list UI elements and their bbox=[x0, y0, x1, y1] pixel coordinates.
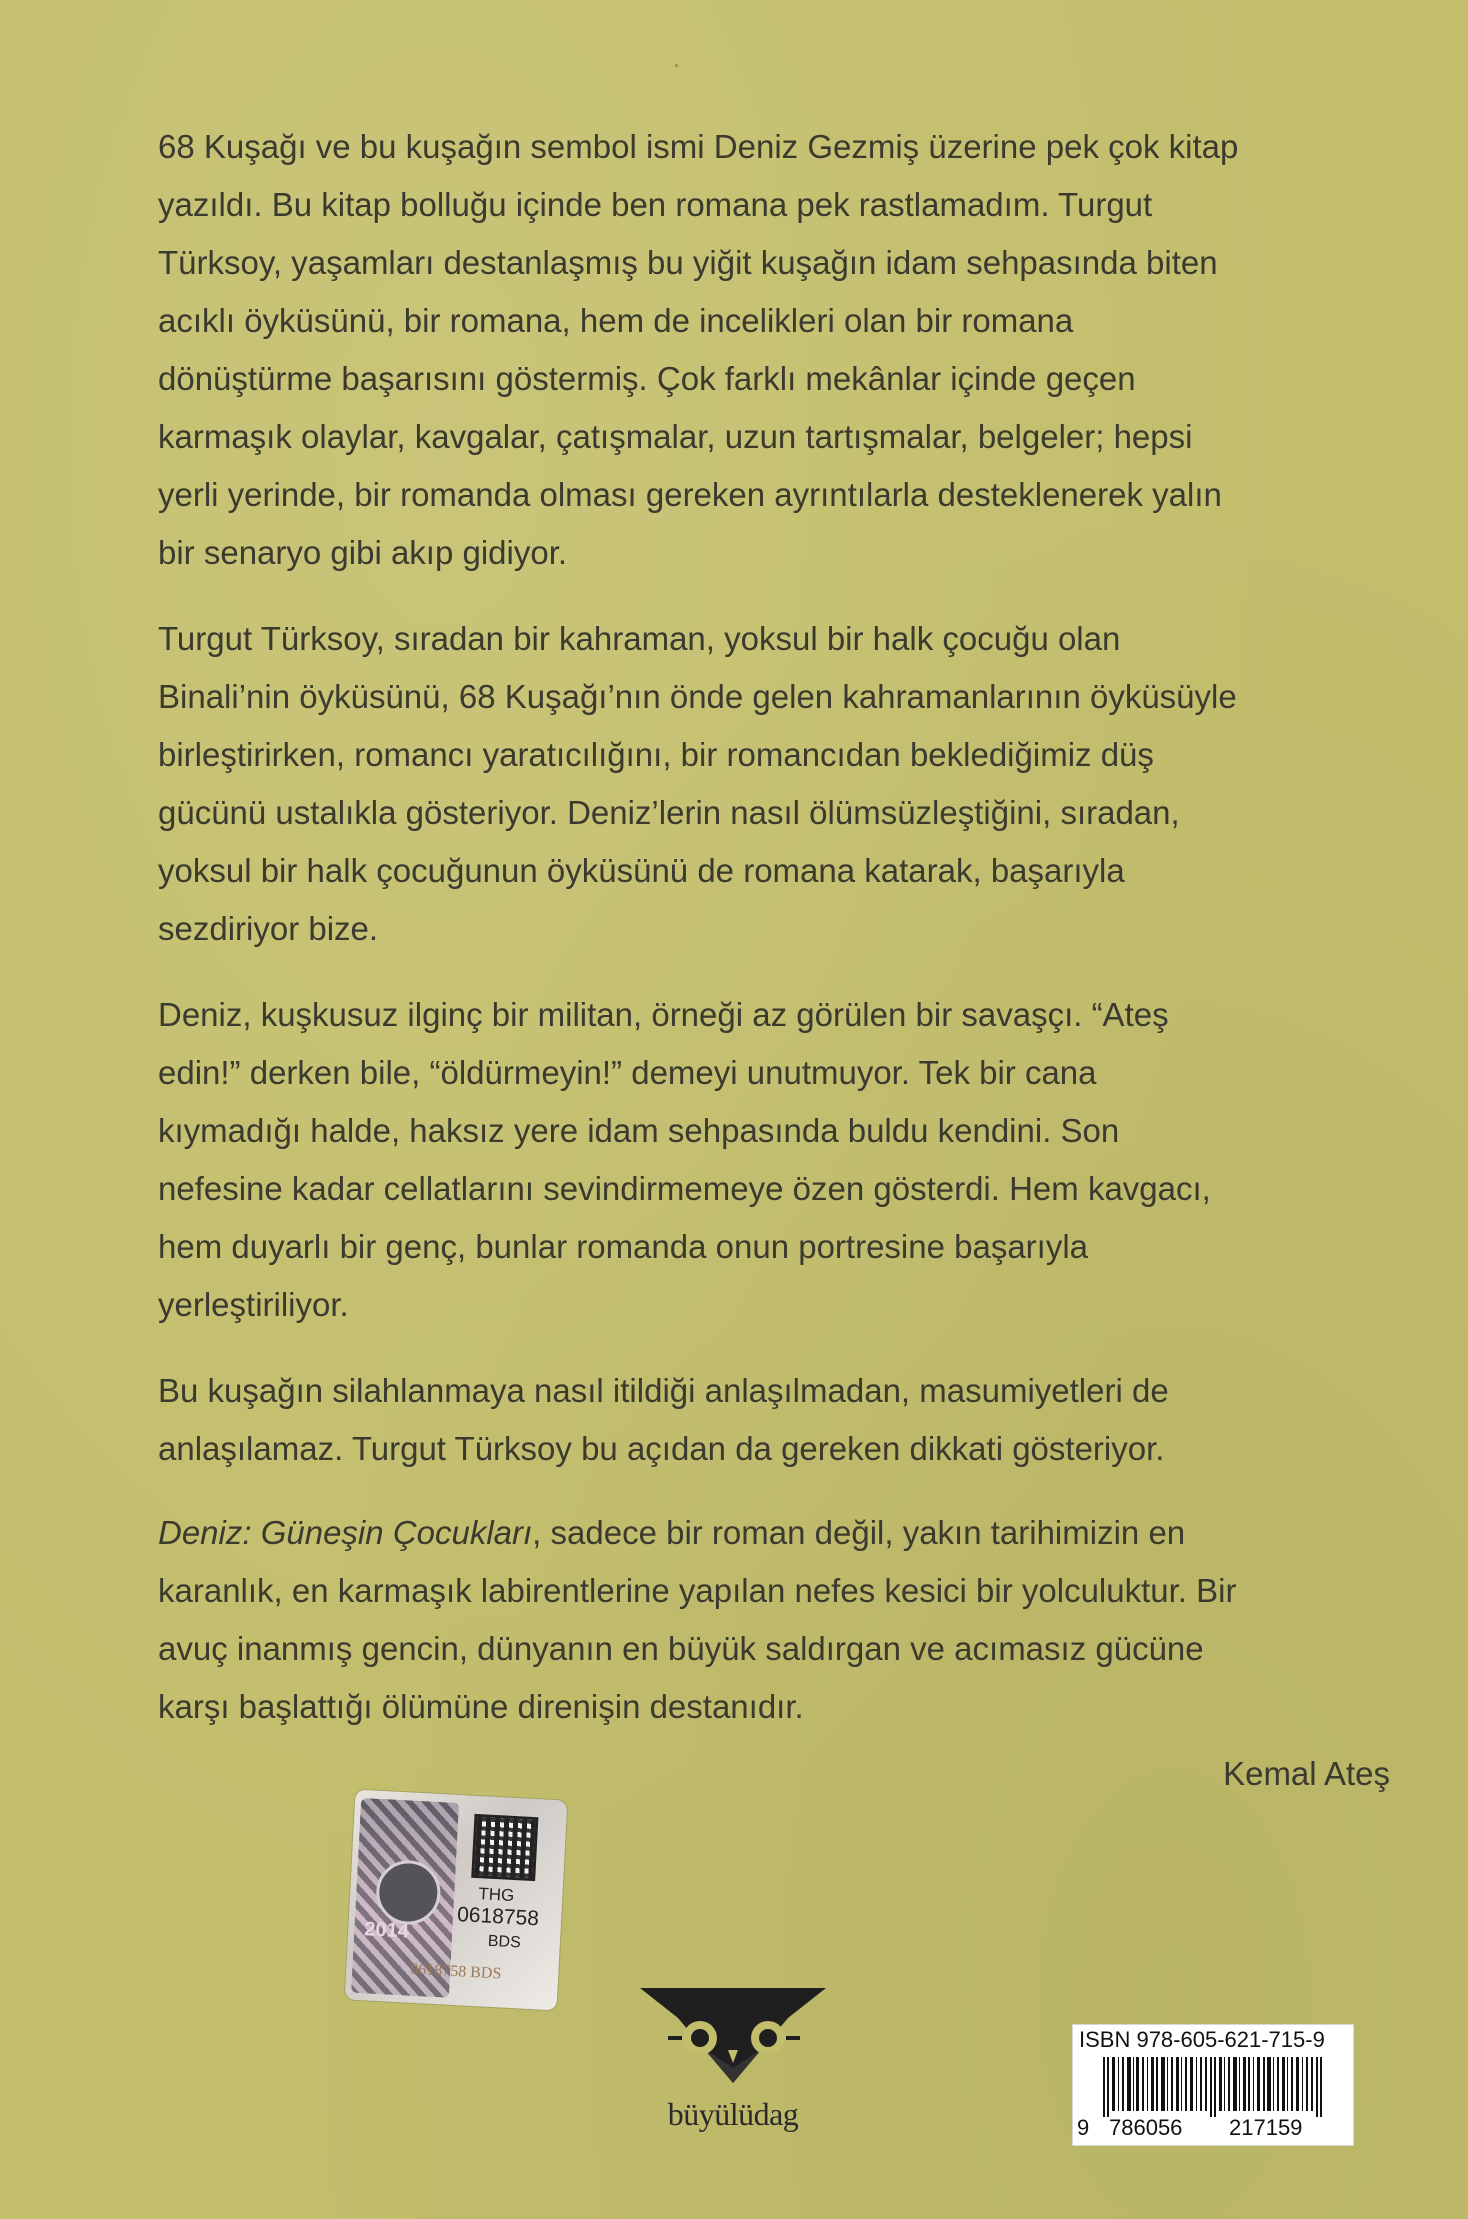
book-title: Deniz: Güneşin Çocukları bbox=[158, 1514, 533, 1551]
text-line: yerleştiriliyor. bbox=[158, 1286, 349, 1323]
isbn-barcode bbox=[1072, 2024, 1354, 2146]
text-line: yoksul bir halk çocuğunun öyküsünü de romana katarak, başarıyla bbox=[158, 852, 1125, 889]
text-run: , sadece bir roman değil, yakın tarihimizin en bbox=[532, 1514, 1186, 1551]
text-line: Bu kuşağın silahlanmaya nasıl itildiği anlaşılmadan, masumiyetleri de bbox=[158, 1372, 1169, 1409]
text-line: sezdiriyor bize. bbox=[158, 910, 379, 947]
paragraph-1 bbox=[158, 118, 1398, 582]
paragraph-4 bbox=[158, 1362, 1398, 1478]
paragraph-2 bbox=[158, 610, 1398, 958]
stamp-code: THG bbox=[477, 1884, 515, 1906]
text-line: bir senaryo gibi akıp gidiyor. bbox=[158, 534, 568, 571]
text-line: karşı başlattığı ölümüne direnişin destanıdır. bbox=[158, 1688, 804, 1725]
text-line: karmaşık olaylar, kavgalar, çatışmalar, uzun tartışmalar, belgeler; hepsi bbox=[158, 418, 1193, 455]
paper-speck bbox=[675, 64, 678, 67]
text-line: kıymadığı halde, haksız yere idam sehpasında buldu kendini. Son bbox=[158, 1112, 1120, 1149]
owl-logo-icon bbox=[638, 1988, 838, 2098]
hologram-emblem-icon bbox=[375, 1859, 442, 1926]
text-line: Binali’nin öyküsünü, 68 Kuşağı’nın önde gelen kahramanlarının öyküsüyle bbox=[158, 678, 1237, 715]
text-line: Türksoy, yaşamları destanlaşmış bu yiğit kuşağın idam sehpasında biten bbox=[158, 244, 1218, 281]
paragraph-5 bbox=[158, 1504, 1398, 1736]
publisher-logo bbox=[638, 1988, 838, 2148]
stamp-number: 0618758 bbox=[456, 1903, 540, 1931]
text-line: birleştirirken, romancı yaratıcılığını, bir romancıdan beklediğimiz düş bbox=[158, 736, 1154, 773]
blurb-text bbox=[158, 118, 1398, 1764]
banderol-stamp bbox=[345, 1790, 568, 2011]
ean-left-group: 786056 bbox=[1109, 2115, 1183, 2140]
text-line: 68 Kuşağı ve bu kuşağın sembol ismi Deniz Gezmiş üzerine pek çok kitap bbox=[158, 128, 1239, 165]
text-line: anlaşılamaz. Turgut Türksoy bu açıdan da gereken dikkati gösteriyor. bbox=[158, 1430, 1165, 1467]
ean-first-digit: 9 bbox=[1077, 2115, 1090, 2140]
text-line: edin!” derken bile, “öldürmeyin!” demeyi unutmuyor. Tek bir cana bbox=[158, 1054, 1097, 1091]
text-line: karanlık, en karmaşık labirentlerine yapılan nefes kesici bir yolculuktur. Bir bbox=[158, 1572, 1237, 1609]
isbn-text: ISBN 978-605-621-715-9 bbox=[1079, 2027, 1325, 2052]
qr-code-icon bbox=[471, 1814, 538, 1881]
publisher-name: büyülüdag bbox=[667, 2096, 799, 2132]
stamp-year: 2014 bbox=[363, 1918, 410, 1943]
stamp-suffix: BDS bbox=[487, 1932, 522, 1952]
text-line: nefesine kadar cellatlarını sevindirmemeye özen gösterdi. Hem kavgacı, bbox=[158, 1170, 1211, 1207]
paragraph-3 bbox=[158, 986, 1398, 1334]
text-line: Turgut Türksoy, sıradan bir kahraman, yoksul bir halk çocuğu olan bbox=[158, 620, 1121, 657]
stamp-faint-print: 0618758 BDS bbox=[409, 1960, 502, 1983]
text-line: hem duyarlı bir genç, bunlar romanda onun portresine başarıyla bbox=[158, 1228, 1089, 1265]
ean-right-group: 217159 bbox=[1229, 2115, 1303, 2140]
text-line: yazıldı. Bu kitap bolluğu içinde ben romana pek rastlamadım. Turgut bbox=[158, 186, 1153, 223]
barcode-bars bbox=[1081, 2057, 1345, 2117]
text-line bbox=[158, 1504, 1398, 1562]
text-line: acıklı öyküsünü, bir romana, hem de incelikleri olan bir romana bbox=[158, 302, 1074, 339]
text-line: avuç inanmış gencin, dünyanın en büyük saldırgan ve acımasız gücüne bbox=[158, 1630, 1204, 1667]
text-line: Deniz, kuşkusuz ilginç bir militan, örneği az görülen bir savaşçı. “Ateş bbox=[158, 996, 1169, 1033]
text-line: yerli yerinde, bir romanda olması gereken ayrıntılarla desteklenerek yalın bbox=[158, 476, 1222, 513]
text-line: gücünü ustalıkla gösteriyor. Deniz’lerin nasıl ölümsüzleştiğini, sıradan, bbox=[158, 794, 1180, 831]
author-signature: Kemal Ateş bbox=[1223, 1755, 1390, 1792]
text-line: dönüştürme başarısını göstermiş. Çok farklı mekânlar içinde geçen bbox=[158, 360, 1136, 397]
